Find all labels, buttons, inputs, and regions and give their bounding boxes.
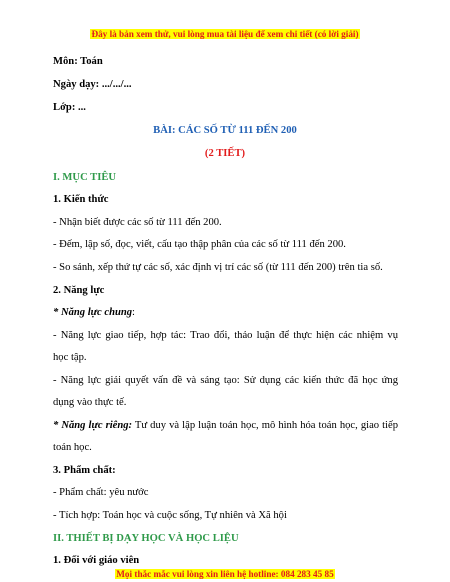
lesson-periods: (2 TIẾT) [204,148,246,159]
preview-notice [0,28,450,41]
knowledge-heading: 1. Kiến thức [53,194,109,205]
teacher-heading: 1. Đối với giáo viên [53,555,140,566]
knowledge-item: - Nhận biết được các số từ 111 đến 200. [53,217,222,228]
quality-heading: 3. Phẩm chất: [53,465,116,476]
competence-heading: 2. Năng lực [53,285,105,296]
knowledge-item: - Đếm, lập số, đọc, viết, cấu tạo thập phân của các số từ 111 đến 200. [53,239,346,250]
knowledge-item: - So sánh, xếp thứ tự các số, xác định vị trí các số (từ 111 đến 200) trên tia số. [53,262,383,273]
general-competence-item-continued: học tập. [53,352,87,363]
specific-competence-title: * Năng lực riêng: [53,420,133,431]
general-competence-colon: : [132,307,135,318]
specific-competence-continued: toán học. [53,442,92,453]
specific-competence [53,419,398,432]
section-objectives-heading: I. MỤC TIÊU [53,172,117,183]
hotline-notice-text: Mọi thắc mắc vui lòng xin liên hệ hotline: 084 283 45 85 [116,569,334,579]
general-competence-title: * Năng lực chung [53,307,133,318]
lesson-title: BÀI: CÁC SỐ TỪ 111 ĐẾN 200 [153,125,297,136]
date-label: Ngày dạy: .../.../... [53,79,132,90]
subject-label: Môn: Toán [53,56,103,67]
hotline-notice [0,568,450,581]
specific-competence-text: Tư duy và lập luận toán học, mô hình hóa toán học, giao tiếp [132,420,399,431]
general-competence-item-continued: dụng vào thực tế. [53,397,127,408]
general-competence-label [53,306,135,319]
class-label: Lớp: ... [53,102,86,113]
quality-item: - Tích hợp: Toán học và cuộc sống, Tự nhiên và Xã hội [53,510,287,521]
section-equipment-heading: II. THIẾT BỊ DẠY HỌC VÀ HỌC LIỆU [53,533,239,544]
general-competence-item: - Năng lực giải quyết vấn đề và sáng tạo: Sử dụng các kiến thức đã học ứng [53,375,398,386]
general-competence-item: - Năng lực giao tiếp, hợp tác: Trao đổi, thảo luận để thực hiện các nhiệm vụ [53,330,398,341]
quality-item: - Phẩm chất: yêu nước [53,487,149,498]
preview-notice-text: Đây là bản xem thử, vui lòng mua tài liệu để xem chi tiết (có lời giải) [91,29,359,39]
